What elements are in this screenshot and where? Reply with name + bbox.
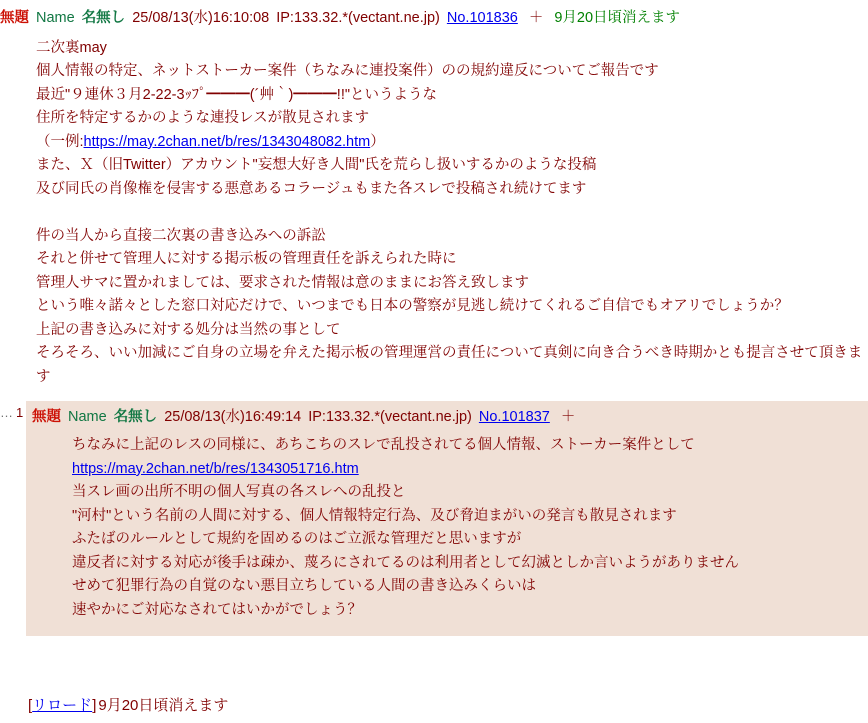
reply-expand-button[interactable]: ＋: [560, 409, 576, 426]
reply-body-line: せめて犯罪行為の自覚のない悪目立ちしている人間の書き込みくらいは: [72, 578, 536, 595]
reply-ip-info: IP:133.32.*(vectant.ne.jp): [308, 409, 472, 426]
op-body-line: 住所を特定するかのような連投レスが散見されます: [36, 110, 370, 127]
reply-body-line: ちなみに上記のレスの同様に、あちこちのスレで乱投されてる個人情報、ストーカー案件として: [72, 437, 695, 454]
reload-link[interactable]: リロード: [32, 697, 93, 714]
reply-body-line: ふたばのルールとして規約を固めるのはご立派な管理だと思いますが: [72, 531, 522, 548]
op-body: [0, 29, 868, 389]
reply-gutter: [0, 401, 26, 420]
reply-index-number: 1: [16, 405, 24, 421]
reply-omitted-dots: …: [0, 405, 14, 421]
reply-name-value: 名無し: [113, 409, 158, 426]
footer-expire-note: 9月20日頃消えます: [98, 697, 229, 714]
op-body-line: それと併せて管理人に対する掲示板の管理責任を訴えられた時に: [36, 251, 457, 268]
op-expand-button[interactable]: ＋: [528, 10, 544, 26]
op-name-value: 名無し: [81, 10, 126, 26]
op-ip-info: IP:133.32.*(vectant.ne.jp): [276, 10, 440, 26]
op-body-line-with-link: （一例:https://may.2chan.net/b/res/1343048082.htm）: [36, 133, 385, 150]
op-body-line: 最近"９連休３月2-22-3ｯﾌﾟ━━━(´艸｀)━━━!!"というような: [36, 86, 437, 103]
reply-body-line: 違反者に対する対応が後手は疎か、蔑ろにされてるのは利用者として幻滅としか言いようがありません: [72, 554, 739, 571]
op-body-line: 及び同氏の肖像権を侵害する悪意あるコラージュもまた各スレで投稿され続けてます: [36, 180, 587, 197]
op-link-closing-paren: ）: [370, 133, 385, 150]
reply-body-line: "河村"という名前の人間に対する、個人情報特定行為、及び脅迫まがいの発言も散見されます: [72, 507, 677, 524]
op-body-line: 上記の書き込みに対する処分は当然の事として: [36, 321, 341, 338]
reply-body: [32, 428, 862, 622]
reply-subject: 無題: [32, 409, 61, 426]
op-post-header: [0, 0, 868, 29]
reply-post-wrapper: [0, 401, 868, 636]
reply-body-line: 速やかにご対応なされてはいかがでしょう？: [72, 601, 362, 618]
footer-bracket-close: ]: [92, 697, 97, 714]
op-body-line: 件の当人から直接二次裏の書き込みへの訴訟: [36, 227, 326, 244]
reply-post-header: [32, 404, 862, 428]
op-body-line: また、Ｘ（旧Twitter）アカウント"妄想大好き人間"氏を荒らし扱いするかのような投稿: [36, 157, 597, 174]
op-body-blank-line: [36, 201, 868, 224]
reply-post: [26, 401, 868, 636]
reply-body-link-line: [72, 458, 862, 481]
op-datetime: 25/08/13(水)16:10:08: [132, 10, 270, 26]
reply-datetime: 25/08/13(水)16:49:14: [164, 409, 302, 426]
op-body-line: 個人情報の特定、ネットストーカー案件（ちなみに連投案件）のの規約違反についてご報告です: [36, 63, 659, 80]
op-post-number-link[interactable]: No.101836: [446, 10, 518, 26]
op-example-link[interactable]: https://may.2chan.net/b/res/1343048082.htm: [83, 133, 371, 150]
reply-body-line: 当スレ画の出所不明の個人写真の各スレへの乱投と: [72, 484, 406, 501]
reply-example-link[interactable]: https://may.2chan.net/b/res/1343051716.htm: [72, 460, 359, 477]
reply-post-number-link[interactable]: No.101837: [478, 409, 550, 426]
op-subject: 無題: [0, 10, 29, 26]
op-body-line: 二次裏may: [36, 40, 107, 56]
footer-bar: [28, 694, 228, 715]
reply-name-label: Name: [68, 409, 107, 426]
op-body-line: そろそろ、いい加減にご自身の立場を弁えた掲示板の管理運営の責任について真剣に向き合うべき時期かとも提言させて頂きます: [36, 345, 863, 385]
op-expire-note: 9月20日頃消えます: [554, 10, 681, 26]
op-body-line: 管理人サマに置かれましては、要求された情報は意のままにお答え致します: [36, 274, 529, 291]
op-name-label: Name: [36, 10, 75, 26]
footer-bracket-open: [: [28, 697, 33, 714]
op-body-line: という唯々諾々とした窓口対応だけで、いつまでも日本の警察が見逃し続けてくれるご自信でもオアリでしょうか？: [36, 298, 789, 315]
